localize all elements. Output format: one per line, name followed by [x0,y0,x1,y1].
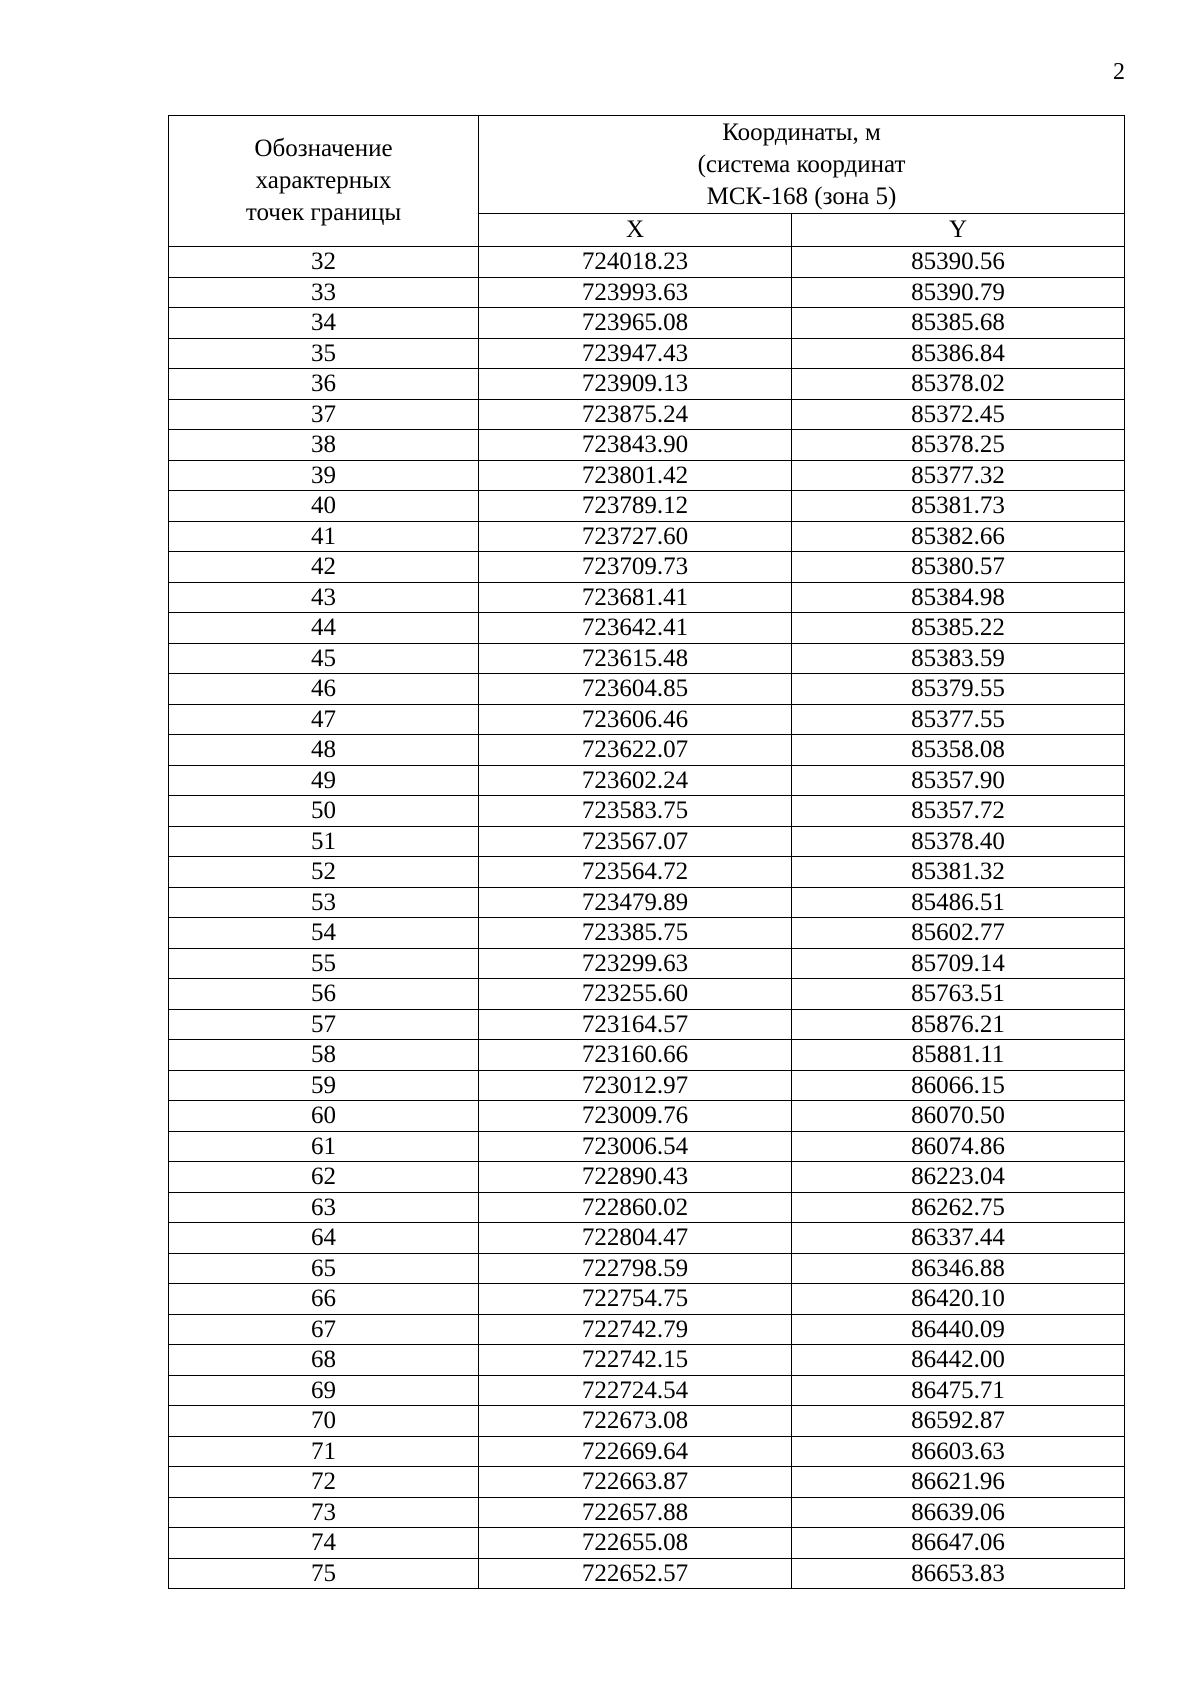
cell-point: 39 [169,460,479,491]
table-row [169,1558,1125,1589]
cell-point: 47 [169,704,479,735]
cell-point: 67 [169,1314,479,1345]
cell-y: 85377.55 [792,704,1125,735]
cell-x: 723012.97 [479,1070,792,1101]
cell-point: 38 [169,430,479,461]
cell-y: 85385.68 [792,308,1125,339]
cell-point: 44 [169,613,479,644]
table-header [169,116,1125,247]
cell-x: 723681.41 [479,582,792,613]
cell-x: 722754.75 [479,1284,792,1315]
cell-point: 32 [169,247,479,278]
cell-x: 722742.79 [479,1314,792,1345]
cell-point: 34 [169,308,479,339]
cell-y: 85378.25 [792,430,1125,461]
cell-x: 722860.02 [479,1192,792,1223]
cell-x: 723604.85 [479,674,792,705]
cell-point: 69 [169,1375,479,1406]
table-row [169,796,1125,827]
cell-y: 86066.15 [792,1070,1125,1101]
header-point-designation [169,116,479,247]
table-row [169,277,1125,308]
cell-x: 723164.57 [479,1009,792,1040]
cell-x: 722652.57 [479,1558,792,1589]
cell-point: 60 [169,1101,479,1132]
cell-x: 723564.72 [479,857,792,888]
cell-x: 723993.63 [479,277,792,308]
cell-point: 70 [169,1406,479,1437]
table-row [169,1528,1125,1559]
cell-x: 722673.08 [479,1406,792,1437]
cell-y: 85377.32 [792,460,1125,491]
cell-point: 62 [169,1162,479,1193]
cell-x: 722804.47 [479,1223,792,1254]
cell-y: 85358.08 [792,735,1125,766]
cell-y: 86653.83 [792,1558,1125,1589]
table-row [169,308,1125,339]
header-coords-line-1: Координаты, м [722,118,881,146]
table-row [169,1131,1125,1162]
cell-y: 86639.06 [792,1497,1125,1528]
table-row [169,1314,1125,1345]
table-row [169,1070,1125,1101]
cell-x: 723567.07 [479,826,792,857]
cell-y: 85379.55 [792,674,1125,705]
cell-x: 723789.12 [479,491,792,522]
table-row [169,1162,1125,1193]
cell-point: 59 [169,1070,479,1101]
table-row [169,1436,1125,1467]
cell-y: 85390.79 [792,277,1125,308]
cell-y: 85876.21 [792,1009,1125,1040]
cell-point: 56 [169,979,479,1010]
cell-y: 86223.04 [792,1162,1125,1193]
cell-x: 723160.66 [479,1040,792,1071]
cell-point: 68 [169,1345,479,1376]
cell-point: 50 [169,796,479,827]
table-row [169,735,1125,766]
cell-point: 75 [169,1558,479,1589]
cell-point: 61 [169,1131,479,1162]
cell-point: 53 [169,887,479,918]
cell-y: 85357.72 [792,796,1125,827]
header-point-line-3: точек границы [245,199,402,226]
table-row [169,1192,1125,1223]
cell-point: 55 [169,948,479,979]
header-coordinates [479,116,1125,214]
cell-x: 722663.87 [479,1467,792,1498]
cell-x: 723606.46 [479,704,792,735]
cell-y: 86074.86 [792,1131,1125,1162]
cell-y: 86346.88 [792,1253,1125,1284]
cell-point: 48 [169,735,479,766]
cell-x: 722798.59 [479,1253,792,1284]
cell-y: 86592.87 [792,1406,1125,1437]
cell-x: 722657.88 [479,1497,792,1528]
table-row [169,1101,1125,1132]
cell-x: 723299.63 [479,948,792,979]
cell-y: 85709.14 [792,948,1125,979]
cell-y: 85382.66 [792,521,1125,552]
cell-x: 722742.15 [479,1345,792,1376]
cell-x: 723727.60 [479,521,792,552]
cell-x: 724018.23 [479,247,792,278]
cell-point: 66 [169,1284,479,1315]
cell-point: 46 [169,674,479,705]
table-row [169,1497,1125,1528]
cell-point: 64 [169,1223,479,1254]
cell-x: 723602.24 [479,765,792,796]
header-y: Y [792,214,1125,247]
cell-y: 85881.11 [792,1040,1125,1071]
cell-point: 36 [169,369,479,400]
coordinates-table [168,115,1125,1589]
cell-x: 723709.73 [479,552,792,583]
header-coords-line-3: МСК-168 (зона 5) [706,182,897,210]
cell-y: 86262.75 [792,1192,1125,1223]
cell-y: 85383.59 [792,643,1125,674]
cell-y: 86440.09 [792,1314,1125,1345]
cell-point: 72 [169,1467,479,1498]
cell-x: 723479.89 [479,887,792,918]
table-row [169,1467,1125,1498]
table-row [169,643,1125,674]
table-row [169,1345,1125,1376]
table-row [169,1223,1125,1254]
cell-x: 722890.43 [479,1162,792,1193]
cell-x: 723615.48 [479,643,792,674]
table-row [169,1040,1125,1071]
table-row [169,887,1125,918]
cell-x: 723947.43 [479,338,792,369]
table-row [169,1375,1125,1406]
cell-x: 723875.24 [479,399,792,430]
cell-x: 723909.13 [479,369,792,400]
cell-x: 723583.75 [479,796,792,827]
cell-point: 58 [169,1040,479,1071]
cell-y: 85380.57 [792,552,1125,583]
cell-x: 723801.42 [479,460,792,491]
cell-y: 86442.00 [792,1345,1125,1376]
cell-point: 73 [169,1497,479,1528]
cell-x: 722655.08 [479,1528,792,1559]
table-row [169,247,1125,278]
cell-y: 85386.84 [792,338,1125,369]
table-row [169,338,1125,369]
cell-y: 86475.71 [792,1375,1125,1406]
table-row [169,582,1125,613]
cell-point: 40 [169,491,479,522]
cell-y: 86621.96 [792,1467,1125,1498]
table-body [169,247,1125,1589]
cell-y: 86337.44 [792,1223,1125,1254]
cell-y: 85385.22 [792,613,1125,644]
cell-y: 85384.98 [792,582,1125,613]
cell-point: 41 [169,521,479,552]
cell-y: 86603.63 [792,1436,1125,1467]
table-row [169,826,1125,857]
cell-x: 723006.54 [479,1131,792,1162]
cell-x: 723385.75 [479,918,792,949]
cell-y: 86647.06 [792,1528,1125,1559]
cell-y: 85381.73 [792,491,1125,522]
cell-y: 85763.51 [792,979,1125,1010]
table-row [169,1253,1125,1284]
cell-point: 35 [169,338,479,369]
cell-point: 74 [169,1528,479,1559]
cell-y: 85378.40 [792,826,1125,857]
cell-x: 723843.90 [479,430,792,461]
table-row [169,552,1125,583]
page-number: 2 [1113,59,1125,85]
cell-point: 45 [169,643,479,674]
cell-y: 85390.56 [792,247,1125,278]
cell-point: 63 [169,1192,479,1223]
table-row [169,613,1125,644]
cell-point: 43 [169,582,479,613]
table-row [169,460,1125,491]
table-row [169,1284,1125,1315]
header-point-line-2: характерных [255,167,392,194]
header-x: X [479,214,792,247]
table-row [169,1406,1125,1437]
table-row [169,369,1125,400]
header-point-line-1: Обозначение [254,135,393,162]
cell-y: 85357.90 [792,765,1125,796]
cell-y: 86070.50 [792,1101,1125,1132]
table-row [169,674,1125,705]
cell-point: 52 [169,857,479,888]
table-row [169,979,1125,1010]
cell-x: 723622.07 [479,735,792,766]
cell-point: 71 [169,1436,479,1467]
cell-x: 723642.41 [479,613,792,644]
cell-point: 54 [169,918,479,949]
cell-point: 37 [169,399,479,430]
table-row [169,399,1125,430]
cell-x: 722669.64 [479,1436,792,1467]
cell-point: 42 [169,552,479,583]
cell-y: 85378.02 [792,369,1125,400]
cell-x: 723009.76 [479,1101,792,1132]
cell-y: 85372.45 [792,399,1125,430]
cell-y: 86420.10 [792,1284,1125,1315]
table-row [169,948,1125,979]
table-row [169,1009,1125,1040]
cell-y: 85381.32 [792,857,1125,888]
cell-x: 722724.54 [479,1375,792,1406]
table-row [169,521,1125,552]
table-row [169,765,1125,796]
cell-y: 85602.77 [792,918,1125,949]
table-row [169,857,1125,888]
cell-y: 85486.51 [792,887,1125,918]
cell-x: 723255.60 [479,979,792,1010]
table-row [169,918,1125,949]
cell-x: 723965.08 [479,308,792,339]
cell-point: 33 [169,277,479,308]
header-coords-line-2: (система координат [697,150,906,178]
table-row [169,491,1125,522]
cell-point: 51 [169,826,479,857]
cell-point: 49 [169,765,479,796]
table-row [169,704,1125,735]
table-row [169,430,1125,461]
cell-point: 65 [169,1253,479,1284]
cell-point: 57 [169,1009,479,1040]
